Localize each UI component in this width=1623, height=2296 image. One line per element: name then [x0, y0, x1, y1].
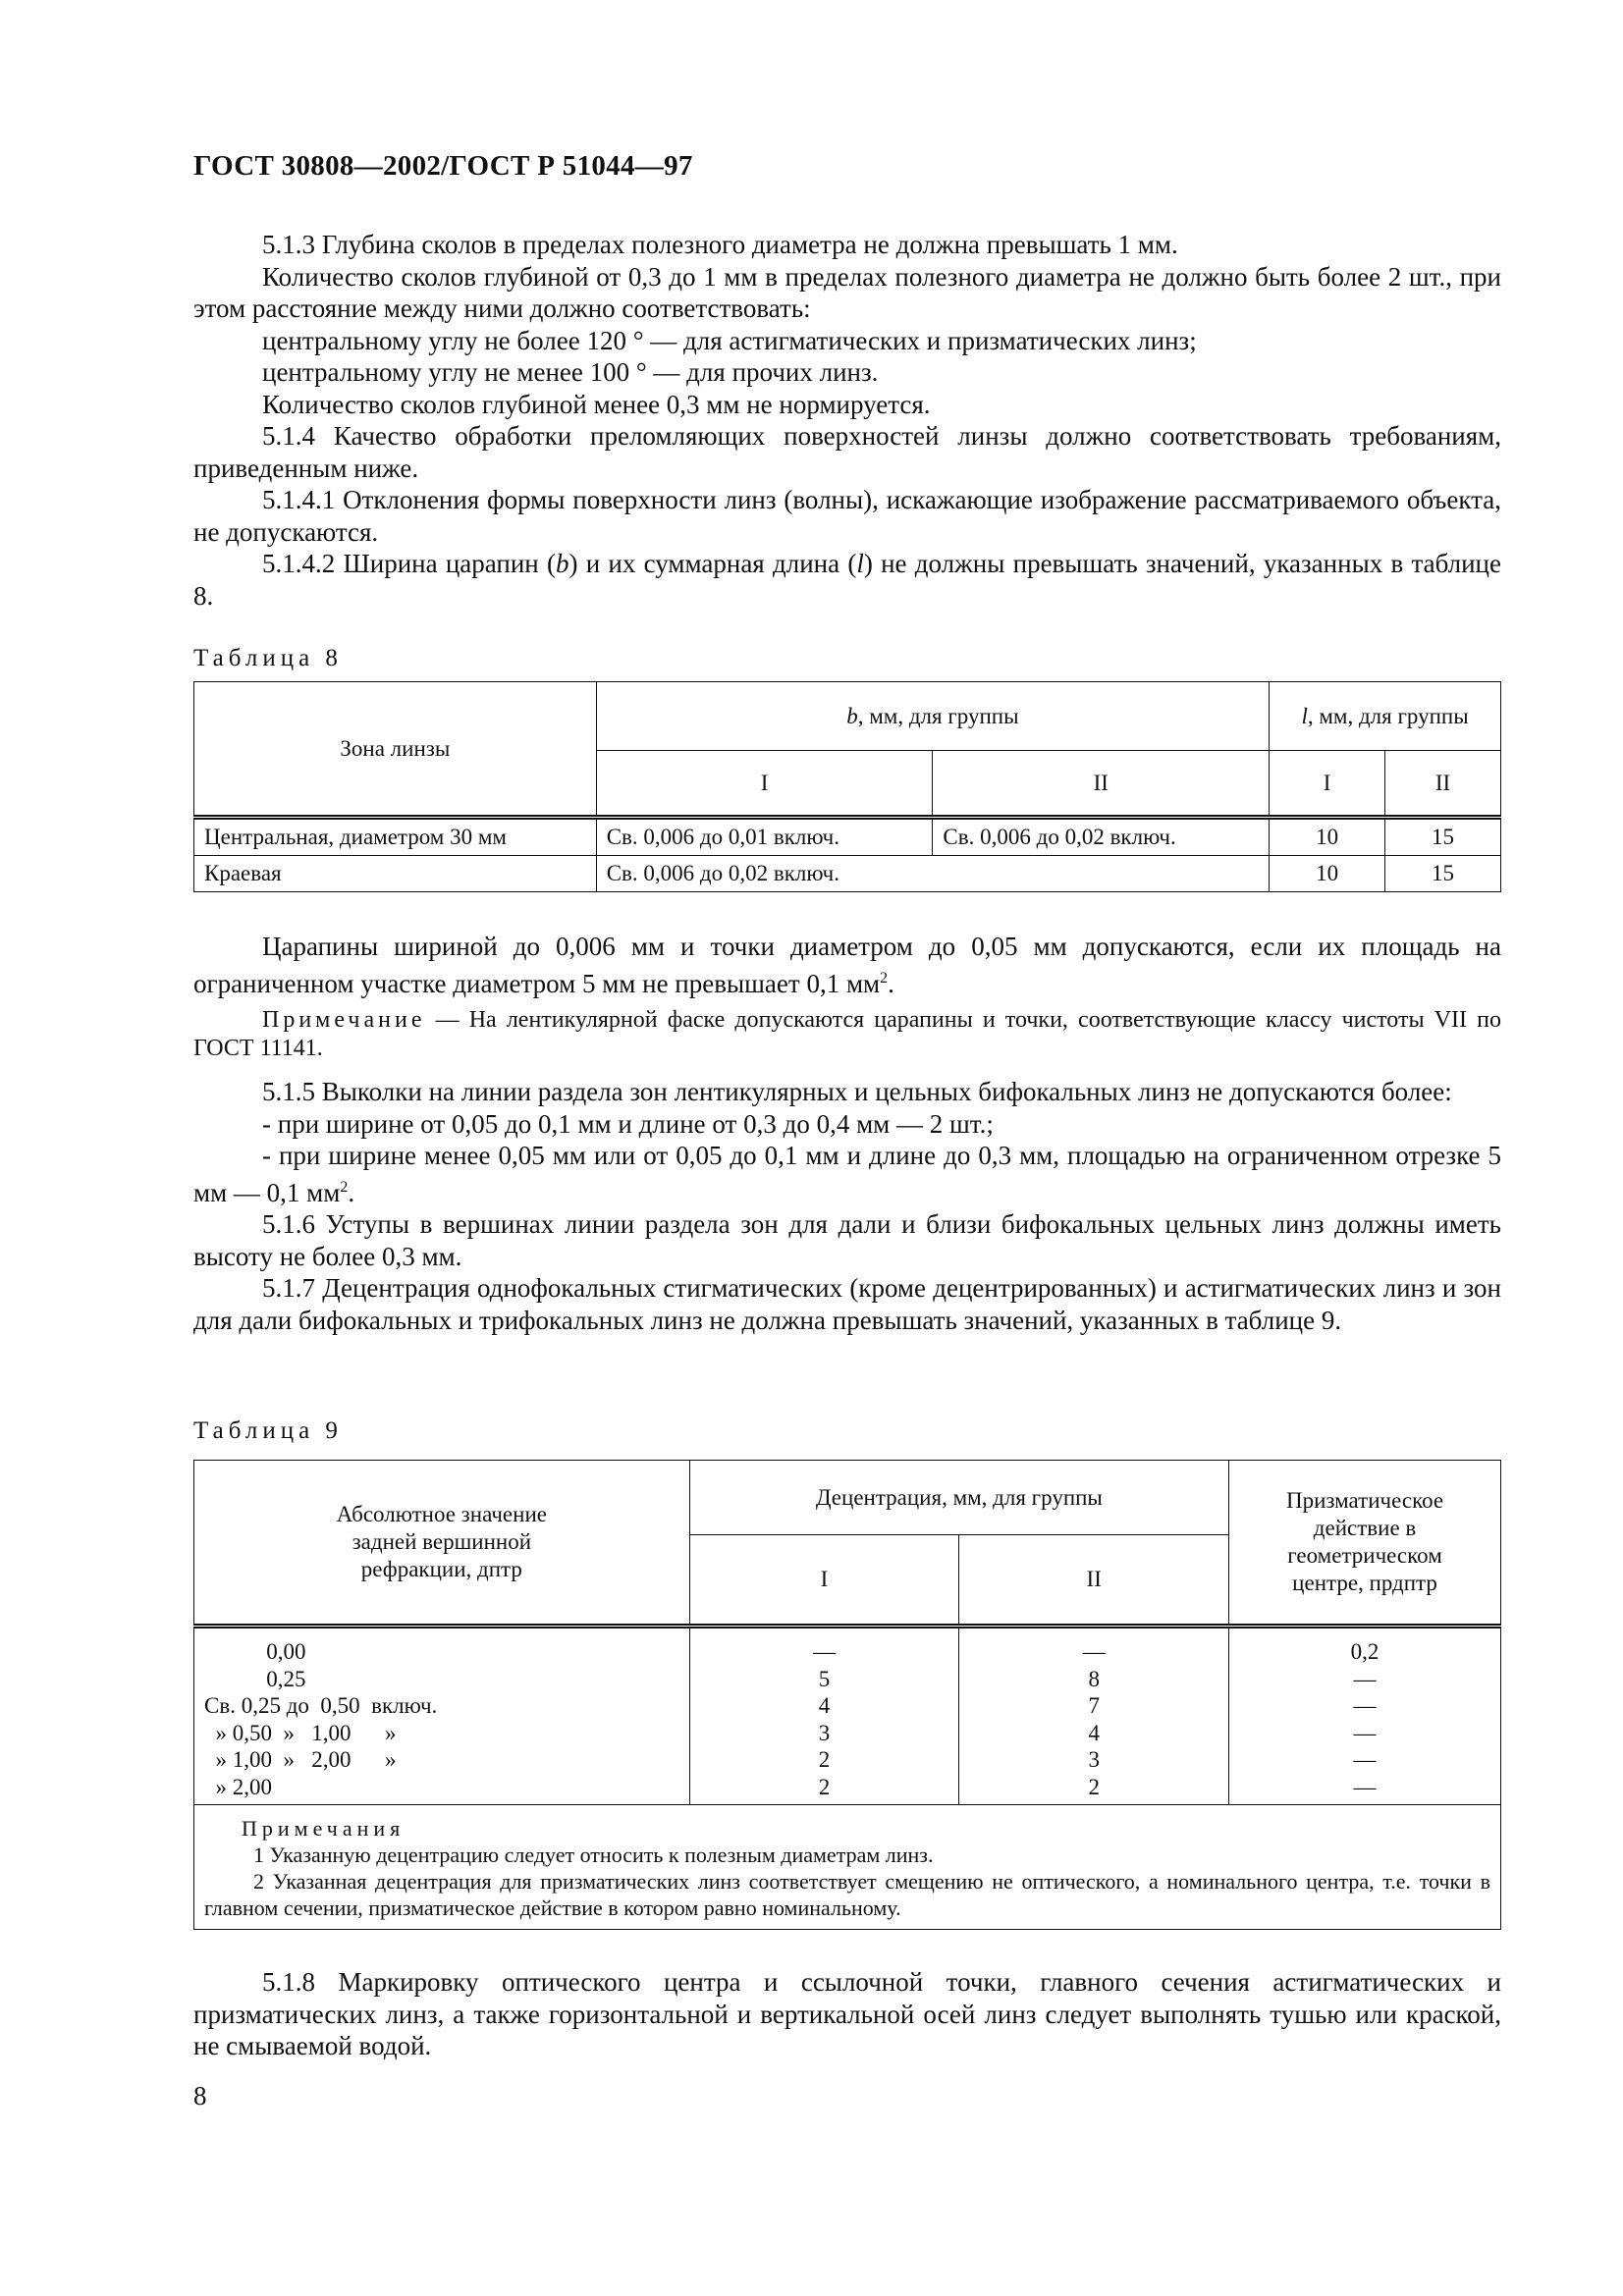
paragraph: 5.1.3 Глубина сколов в пределах полезного диаметра не должна превышать 1 мм. — [262, 230, 1178, 259]
header-text: , мм, для группы — [857, 703, 1019, 728]
table-notes-row — [194, 1805, 1501, 1930]
cell-zone: Краевая — [194, 856, 597, 892]
scratches-paragraph — [193, 931, 1501, 999]
paragraph: 5.1.4.1 Отклонения формы поверхности линз (волны), искажающие изображение рассматриваемого объекта, не допускаются. — [193, 485, 1501, 547]
note-table-8 — [193, 1006, 1501, 1063]
cell-l1: 10 — [1270, 856, 1385, 892]
paragraph: 5.1.8 Маркировку оптического центра и ссылочной точки, главного сечения астигматических и призматических линз, а также горизонтальной и вертикальной осей линз следует выполнять тушью или краской, не смываемой водой. — [193, 1967, 1501, 2060]
cell-zone: Центральная, диаметром 30 мм — [194, 818, 597, 856]
table-8-caption: Таблица 8 — [193, 645, 343, 671]
header-group: I — [1270, 751, 1385, 818]
symbol-b: b — [846, 703, 858, 728]
cell-prism-values: 0,2 — — — — — — [1229, 1627, 1501, 1805]
header-length-l — [1270, 682, 1501, 751]
paragraph: центральному углу не более 120 ° — для астигматических и призматических линз; — [262, 325, 1197, 355]
cell-b1: Св. 0,006 до 0,01 включ. — [596, 818, 933, 856]
paragraph: Количество сколов глубиной от 0,3 до 1 мм в пределах полезного диаметра не должно быть более 2 шт., при этом расстояние между ними должно соответствовать: — [193, 261, 1501, 323]
symbol-b: b — [555, 549, 569, 578]
table-9 — [193, 1460, 1501, 1930]
header-text: Абсолютное значение задней вершинной рефракции, дптр — [336, 1502, 547, 1581]
note-item: 2 Указанная децентрация для призматических линз соответствует смещению не оптического, а номинального центра, т.е. точки в главном сечении, призматическое действие в котором равно номинальному. — [204, 1869, 1490, 1920]
table-row — [194, 818, 1501, 856]
paragraph: центральному углу не менее 100 ° — для прочих линз. — [262, 357, 879, 387]
text-run: - при ширине менее 0,05 мм или от 0,05 до 0,1 мм и длине до 0,3 мм, площадью на ограниченном отрезке 5 мм — 0,1 мм — [193, 1141, 1501, 1207]
table-8 — [193, 681, 1501, 892]
paragraph — [193, 931, 1501, 999]
header-text: , мм, для группы — [1307, 703, 1469, 728]
header-abs-refraction — [194, 1461, 690, 1627]
section-5-1-3-to-5-1-4-2 — [193, 229, 1501, 612]
note-text: — На лентикулярной фаске допускаются царапины и точки, соответствующие классу чистоты VII по ГОСТ 11141. — [193, 1007, 1501, 1061]
text-run: . — [888, 968, 894, 998]
paragraph: 5.1.6 Уступы в вершинах линии раздела зон для дали и близи бифокальных цельных линз должны иметь высоту не более 0,3 мм. — [193, 1209, 1501, 1271]
paragraph: Количество сколов глубиной менее 0,3 мм не нормируется. — [262, 389, 931, 419]
document-header: ГОСТ 30808—2002/ГОСТ Р 51044—97 — [193, 150, 693, 182]
header-width-b — [596, 682, 1269, 751]
text-run: ) не должны превышать значений, указанных в таблице 8. — [193, 549, 1501, 611]
header-group: I — [689, 1535, 959, 1627]
superscript: 2 — [340, 1178, 349, 1196]
cell-b: Св. 0,006 до 0,02 включ. — [596, 856, 1269, 892]
table-row — [194, 856, 1501, 892]
cell-group-2-values: — 8 7 4 3 2 — [959, 1627, 1229, 1805]
header-prism — [1229, 1461, 1501, 1627]
header-group: II — [1385, 751, 1501, 818]
note-item: 1 Указанную децентрацию следует относить к полезным диаметрам линз. — [253, 1842, 934, 1867]
section-5-1-8 — [193, 1966, 1501, 2062]
note-paragraph — [193, 1006, 1501, 1063]
note-label: Примечание — [262, 1007, 426, 1033]
text-run: Царапины шириной до 0,006 мм и точки диаметром до 0,05 мм допускаются, если их площадь на ограниченном участке диаметром 5 мм не превышает 0,1 мм — [193, 932, 1501, 998]
cell-abs-values: 0,00 0,25 Св. 0,25 до 0,50 включ. » 0,50 » 1,00 » » 1,00 » 2,00 » » 2,00 — [194, 1627, 690, 1805]
text-run: ) и их суммарная длина ( — [568, 549, 857, 578]
paragraph — [193, 548, 1501, 612]
header-group: I — [596, 751, 933, 818]
paragraph: 5.1.4 Качество обработки преломляющих поверхностей линзы должно соответствовать требованиям, приведенным ниже. — [193, 421, 1501, 483]
page-number: 8 — [193, 2081, 207, 2110]
symbol-l: l — [856, 549, 864, 578]
header-zone: Зона линзы — [194, 682, 597, 818]
cell-group-1-values: — 5 4 3 2 2 — [689, 1627, 959, 1805]
superscript: 2 — [880, 969, 889, 987]
cell-l2: 15 — [1385, 856, 1501, 892]
paragraph: - при ширине от 0,05 до 0,1 мм и длине от 0,3 до 0,4 мм — 2 шт.; — [262, 1108, 994, 1139]
paragraph: 5.1.7 Децентрация однофокальных стигматических (кроме децентрированных) и астигматических линз и зон для дали бифокальных и трифокальных линз не должна превышать значений, указанных в таблице 9. — [193, 1273, 1501, 1335]
notes-label: Примечания — [242, 1816, 406, 1841]
header-group: II — [933, 751, 1270, 818]
cell-b2: Св. 0,006 до 0,02 включ. — [933, 818, 1270, 856]
text-run: 5.1.4.2 Ширина царапин ( — [262, 549, 556, 578]
table-notes — [194, 1805, 1501, 1930]
header-text: Призматическое действие в геометрическом центре, прдптр — [1285, 1488, 1444, 1595]
cell-l1: 10 — [1270, 818, 1385, 856]
header-group: II — [959, 1535, 1229, 1627]
table-body-row — [194, 1627, 1501, 1805]
table-9-caption: Таблица 9 — [193, 1417, 343, 1444]
text-run: . — [348, 1177, 355, 1207]
paragraph — [193, 1140, 1501, 1208]
symbol-l: l — [1301, 703, 1308, 728]
section-5-1-5-to-5-1-7 — [193, 1076, 1501, 1336]
header-decentration: Децентрация, мм, для группы — [689, 1461, 1228, 1535]
paragraph: 5.1.5 Выколки на линии раздела зон лентикулярных и цельных бифокальных линз не допускаются более: — [262, 1077, 1452, 1106]
cell-l2: 15 — [1385, 818, 1501, 856]
